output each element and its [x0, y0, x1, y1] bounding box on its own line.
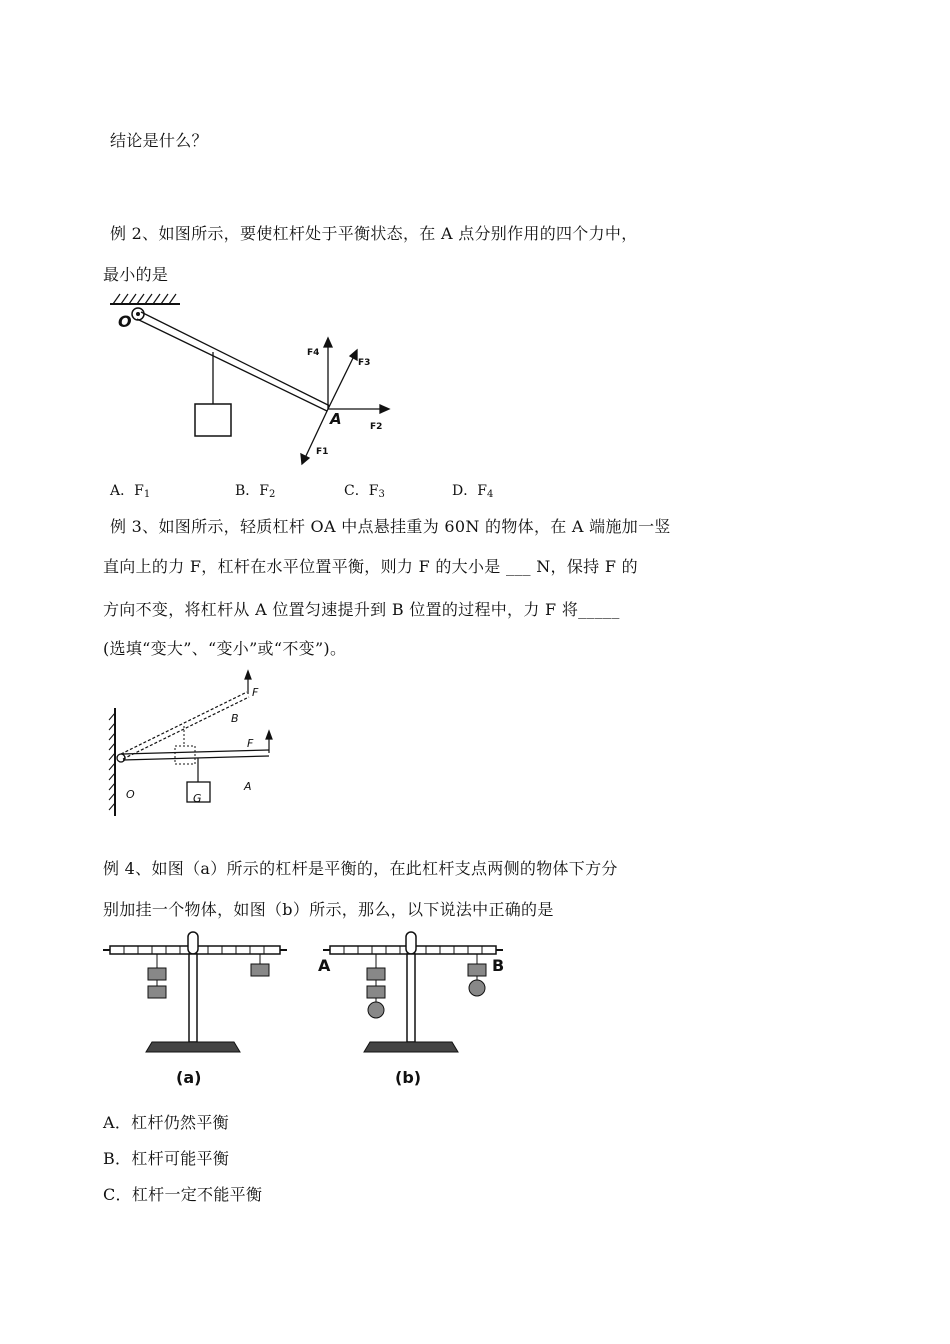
- example3-label-B: B: [231, 712, 239, 725]
- example4-option-a: A．杠杆仍然平衡: [103, 1113, 229, 1132]
- example2-option-b: B．$F_2$: [235, 483, 276, 500]
- example2-line1: 例 2、如图所示，要使杠杆处于平衡状态，在 A 点分别作用的四个力中，: [110, 224, 638, 243]
- example3-line4: (选填“变大”、“变小”或“不变”)。: [103, 639, 347, 658]
- example4-line2: 别加挂一个物体，如图（b）所示，那么，以下说法中正确的是: [103, 900, 554, 919]
- example4-figure-a: [100, 928, 290, 1058]
- example2-label-F2: F2: [370, 422, 383, 432]
- example2-label-O: O: [118, 312, 132, 331]
- example2-option-a: A．$F_1$: [110, 483, 151, 500]
- example4-label-B: B: [492, 956, 505, 975]
- example2-line2: 最小的是: [103, 265, 169, 284]
- example2-label-F3: F3: [358, 358, 371, 368]
- example2-label-F4: F4: [307, 348, 320, 358]
- example3-label-G: G: [193, 792, 202, 805]
- example4-label-A: A: [318, 956, 331, 975]
- example4-figure-b: [318, 928, 508, 1058]
- example2-option-c: C．$F_3$: [344, 483, 385, 500]
- example3-line3: 方向不变，将杠杆从 A 位置匀速提升到 B 位置的过程中，力 F 将_____: [103, 600, 620, 619]
- example3-label-F-right: F: [247, 737, 254, 750]
- example4-line1: 例 4、如图（a）所示的杠杆是平衡的，在此杠杆支点两侧的物体下方分: [103, 859, 618, 878]
- example4-caption-a: (a): [176, 1068, 202, 1087]
- example2-lever-figure: [105, 292, 405, 472]
- example3-label-A: A: [244, 780, 252, 793]
- example4-option-c: C．杠杆一定不能平衡: [103, 1185, 263, 1204]
- example2-label-A: A: [330, 410, 342, 428]
- example3-label-O: O: [126, 788, 135, 801]
- example4-caption-b: (b): [395, 1068, 422, 1087]
- example3-line2: 直向上的力 F，杠杆在水平位置平衡，则力 F 的大小是 ___ N，保持 F 的: [103, 557, 638, 576]
- example4-option-b: B．杠杆可能平衡: [103, 1149, 230, 1168]
- example2-label-F1: F1: [316, 447, 329, 457]
- example2-option-d: D．$F_4$: [452, 483, 494, 500]
- conclusion-question: 结论是什么？: [110, 131, 208, 150]
- example3-line1: 例 3、如图所示，轻质杠杆 OA 中点悬挂重为 60N 的物体，在 A 端施加一竖: [110, 517, 671, 536]
- example3-label-F-top: F: [252, 686, 259, 699]
